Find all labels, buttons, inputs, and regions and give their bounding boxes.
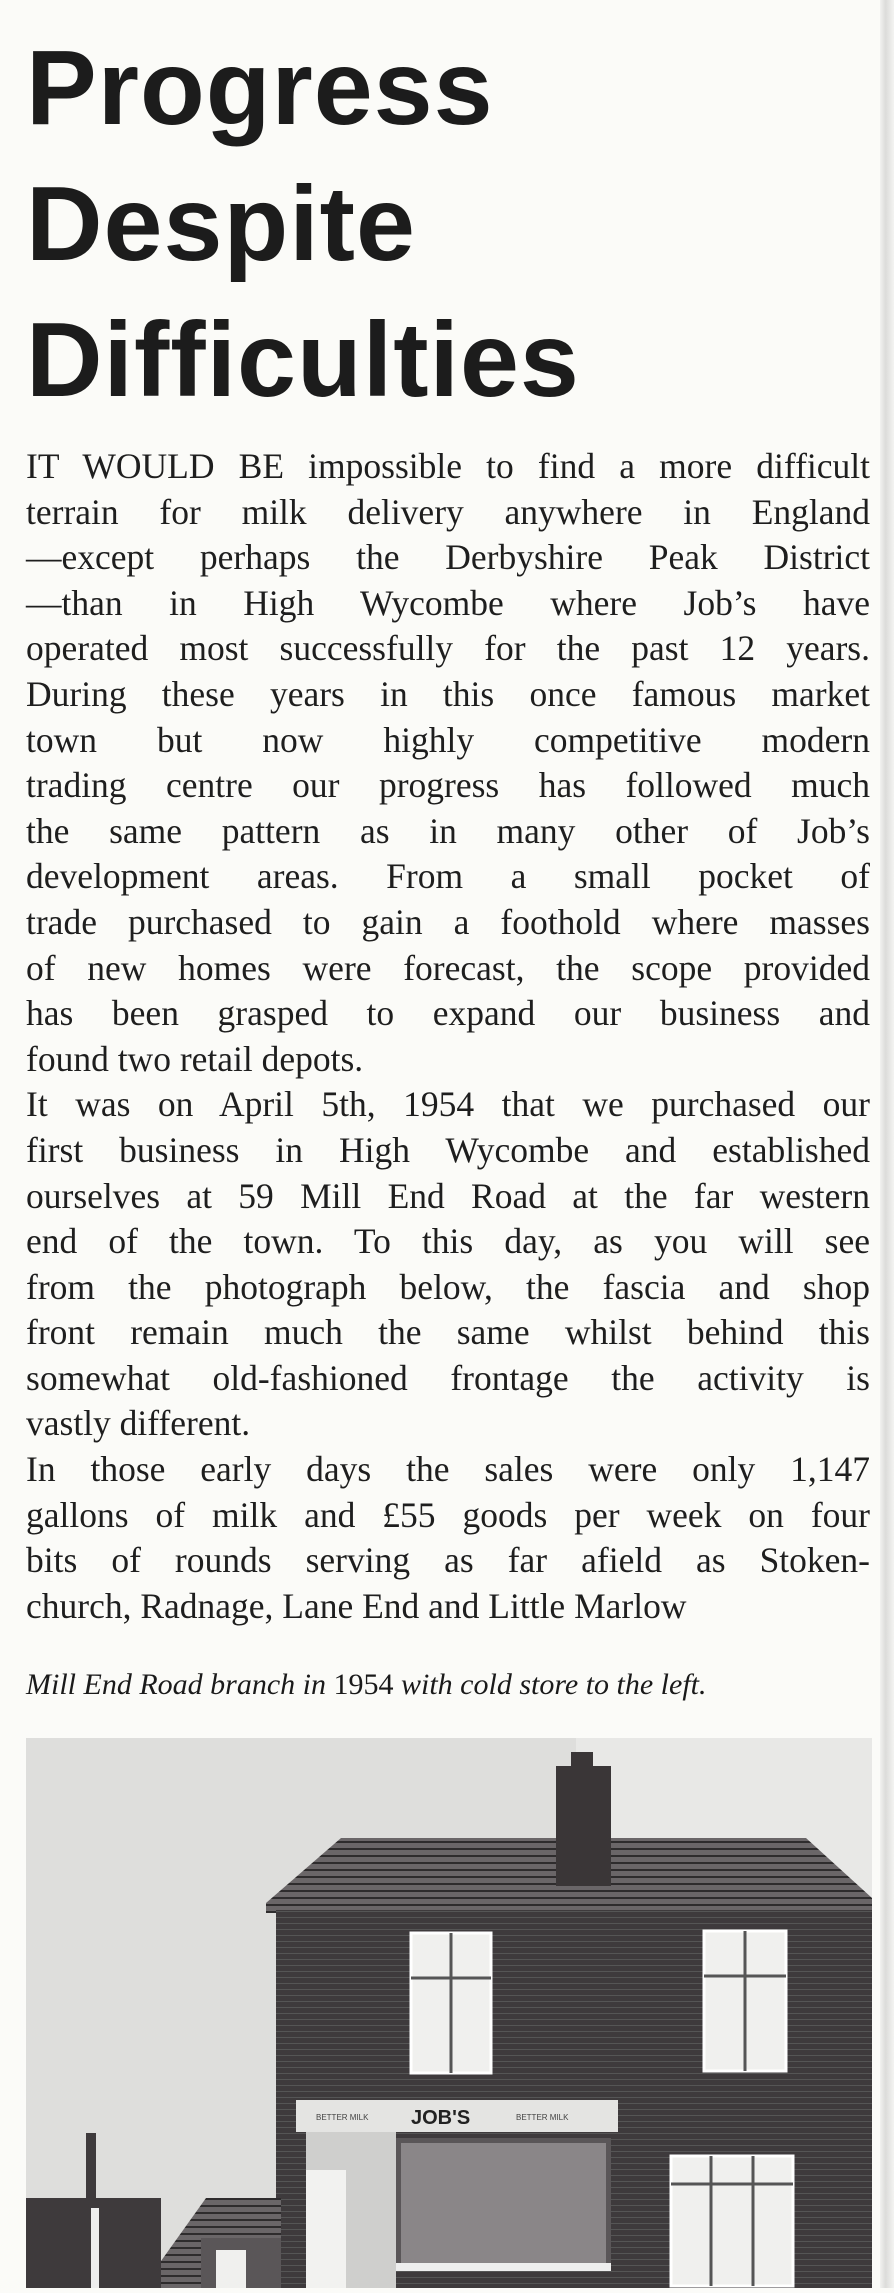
text-line: operated most successfully for the past 12 years. — [26, 628, 870, 669]
text-line: the same pattern as in many other of Job’s — [26, 810, 870, 851]
shop-door — [306, 2170, 346, 2288]
text-line: trading centre our progress has followed much — [26, 765, 870, 806]
text-line: church, Radnage, Lane End and Little Marlow — [26, 1585, 687, 1626]
shop-photograph — [26, 1738, 872, 2288]
text-line: ourselves at 59 Mill End Road at the far western — [26, 1175, 870, 1216]
article-paragraph — [26, 444, 870, 1082]
text-line: from the photograph below, the fascia and shop — [26, 1266, 870, 1307]
caption-text: with cold store to the left. — [393, 1668, 707, 1701]
text-line: town but now highly competitive modern — [26, 719, 870, 760]
text-line: of new homes were forecast, the scope provided — [26, 947, 870, 988]
text-line: has been grasped to expand our business and — [26, 993, 870, 1034]
text-line: IT WOULD BE impossible to find a more difficult — [26, 446, 870, 486]
text-line: front remain much the same whilst behind this — [26, 1312, 870, 1353]
caption-text: Mill End Road branch in — [26, 1668, 334, 1701]
text-line: gallons of milk and £55 goods per week on four — [26, 1494, 870, 1535]
title-line: Progress — [26, 29, 494, 147]
text-line: trade purchased to gain a foothold where masses — [26, 901, 870, 942]
photo-caption — [26, 1668, 872, 1702]
article-title — [26, 20, 580, 428]
text-line: vastly different. — [26, 1403, 251, 1444]
text-line: —than in High Wycombe where Job’s have — [26, 582, 870, 623]
scan-edge — [880, 0, 894, 2288]
text-line: first business in High Wycombe and established — [26, 1129, 870, 1170]
article-paragraph — [26, 1447, 870, 1629]
text-line: It was on April 5th, 1954 that we purchased our — [26, 1084, 870, 1125]
text-line: —except perhaps the Derbyshire Peak District — [26, 537, 870, 578]
caption-year: 1954 — [333, 1668, 394, 1701]
text-line: development areas. From a small pocket of — [26, 856, 870, 897]
text-line: somewhat old-fashioned frontage the activity is — [26, 1357, 870, 1398]
svg-text:BETTER MILK: BETTER MILK — [516, 2113, 569, 2122]
title-line: Despite — [26, 165, 416, 283]
text-line: end of the town. To this day, as you will see — [26, 1221, 870, 1262]
title-line: Difficulties — [26, 301, 580, 419]
text-line: During these years in this once famous market — [26, 673, 870, 714]
article-body — [26, 444, 870, 1629]
article-paragraph — [26, 1082, 870, 1447]
text-line: found two retail depots. — [26, 1038, 364, 1079]
text-line: bits of rounds serving as far afield as Stoken- — [26, 1540, 870, 1581]
fascia-sign: JOB'S — [411, 2107, 471, 2129]
text-line: terrain for milk delivery anywhere in England — [26, 491, 870, 532]
svg-text:BETTER MILK: BETTER MILK — [316, 2113, 369, 2122]
text-line: In those early days the sales were only 1,147 — [26, 1449, 870, 1490]
